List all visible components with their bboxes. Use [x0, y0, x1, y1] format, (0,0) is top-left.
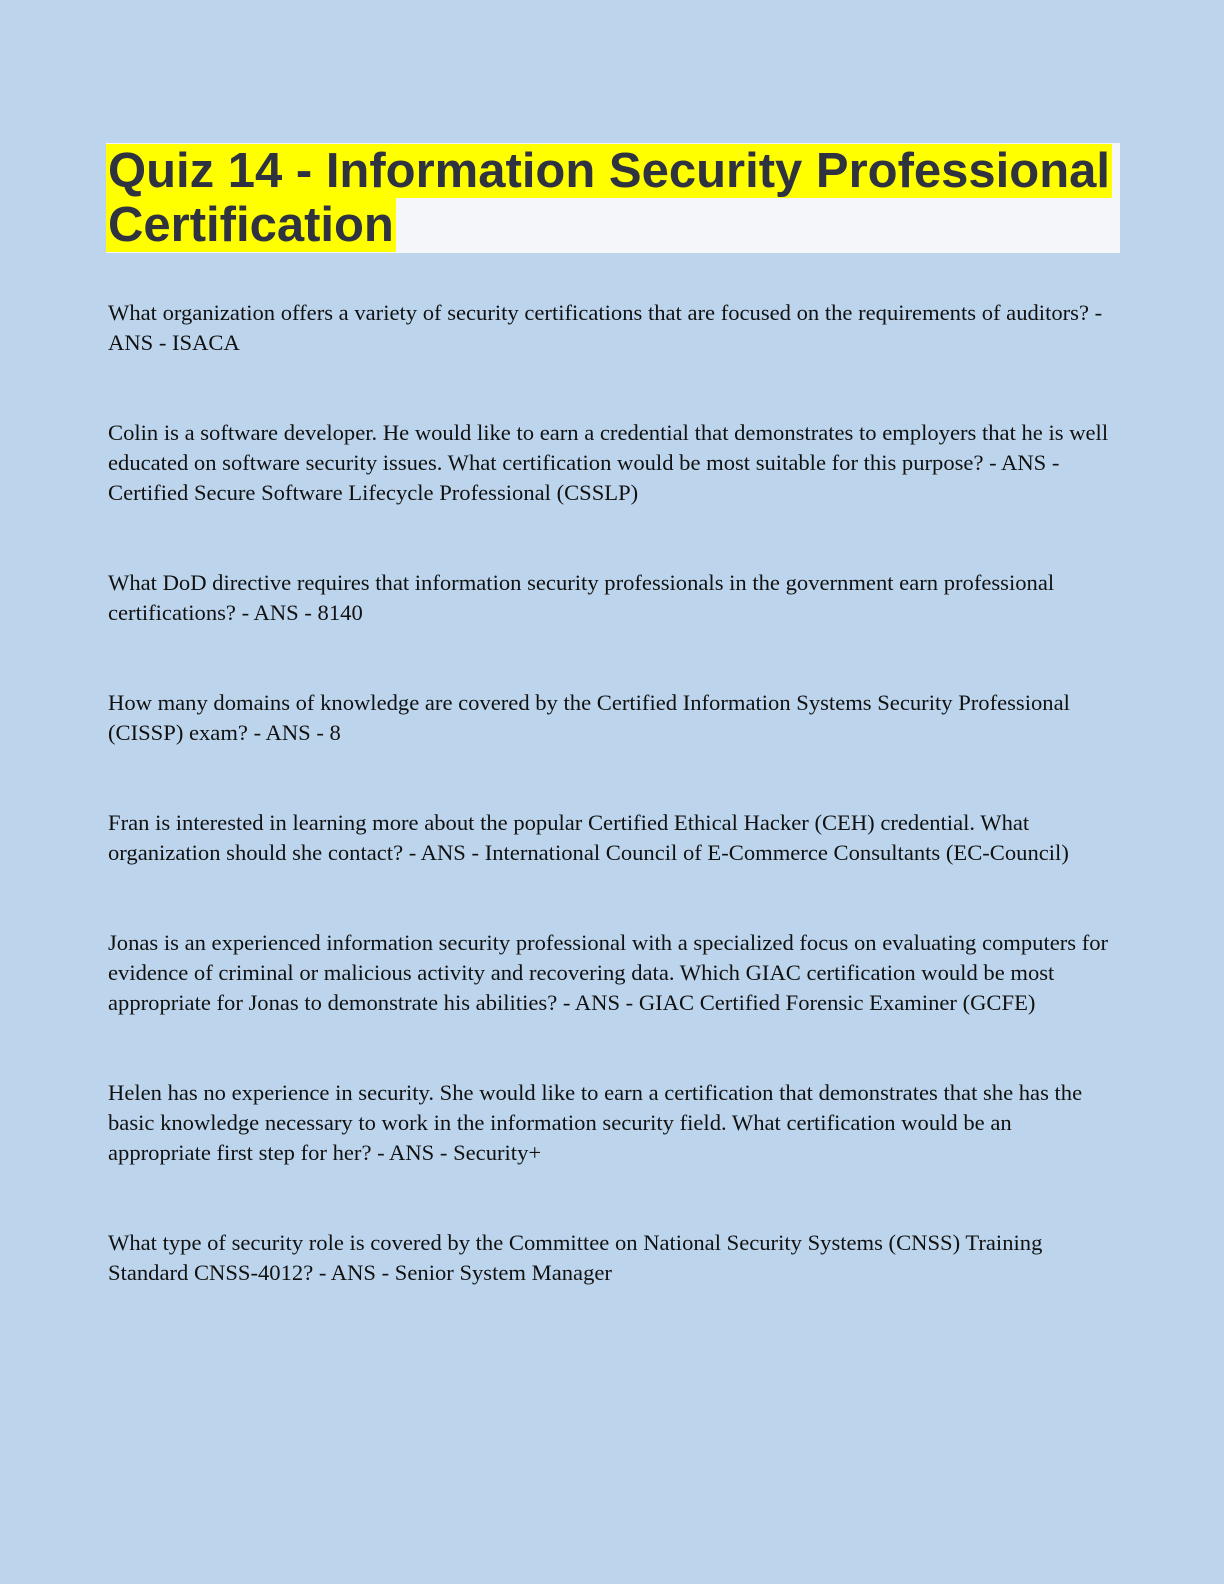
qa-item: How many domains of knowledge are covered by the Certified Information Systems Security Professional (CISSP) exam? - ANS - 8 [108, 690, 1070, 745]
qa-item: Fran is interested in learning more about the popular Certified Ethical Hacker (CEH) credential. What organization should she contact? - ANS - International Council of E-Commerce Consultants (EC-Council) [108, 810, 1069, 865]
qa-item: What DoD directive requires that information security professionals in the government earn professional certifications? - ANS - 8140 [108, 570, 1055, 625]
qa-item: Colin is a software developer. He would like to earn a credential that demonstrates to employers that he is well educated on software security issues. What certification would be most suitable for this purpose? - ANS - Certified Secure Software Lifecycle Professional (CSSLP) [108, 420, 1109, 505]
document-title [106, 143, 1120, 252]
title-block [106, 143, 1120, 253]
qa-item: What organization offers a variety of security certifications that are focused on the requirements of auditors? - ANS - ISACA [108, 300, 1103, 355]
question-answer-list [108, 298, 1118, 1348]
qa-item: Jonas is an experienced information security professional with a specialized focus on evaluating computers for evidence of criminal or malicious activity and recovering data. Which GIAC certification would be most appropriate for Jonas to demonstrate his abilities? - ANS - GIAC Certified Forensic Examiner (GCFE) [108, 930, 1109, 1015]
qa-item: Helen has no experience in security. She would like to earn a certification that demonstrates that she has the basic knowledge necessary to work in the information security field. What certification would be an appropriate first step for her? - ANS - Security+ [108, 1080, 1083, 1165]
qa-item: What type of security role is covered by the Committee on National Security Systems (CNSS) Training Standard CNSS-4012? - ANS - Senior System Manager [108, 1230, 1043, 1285]
document-title-text: Quiz 14 - Information Security Professional Certification [108, 144, 1110, 252]
